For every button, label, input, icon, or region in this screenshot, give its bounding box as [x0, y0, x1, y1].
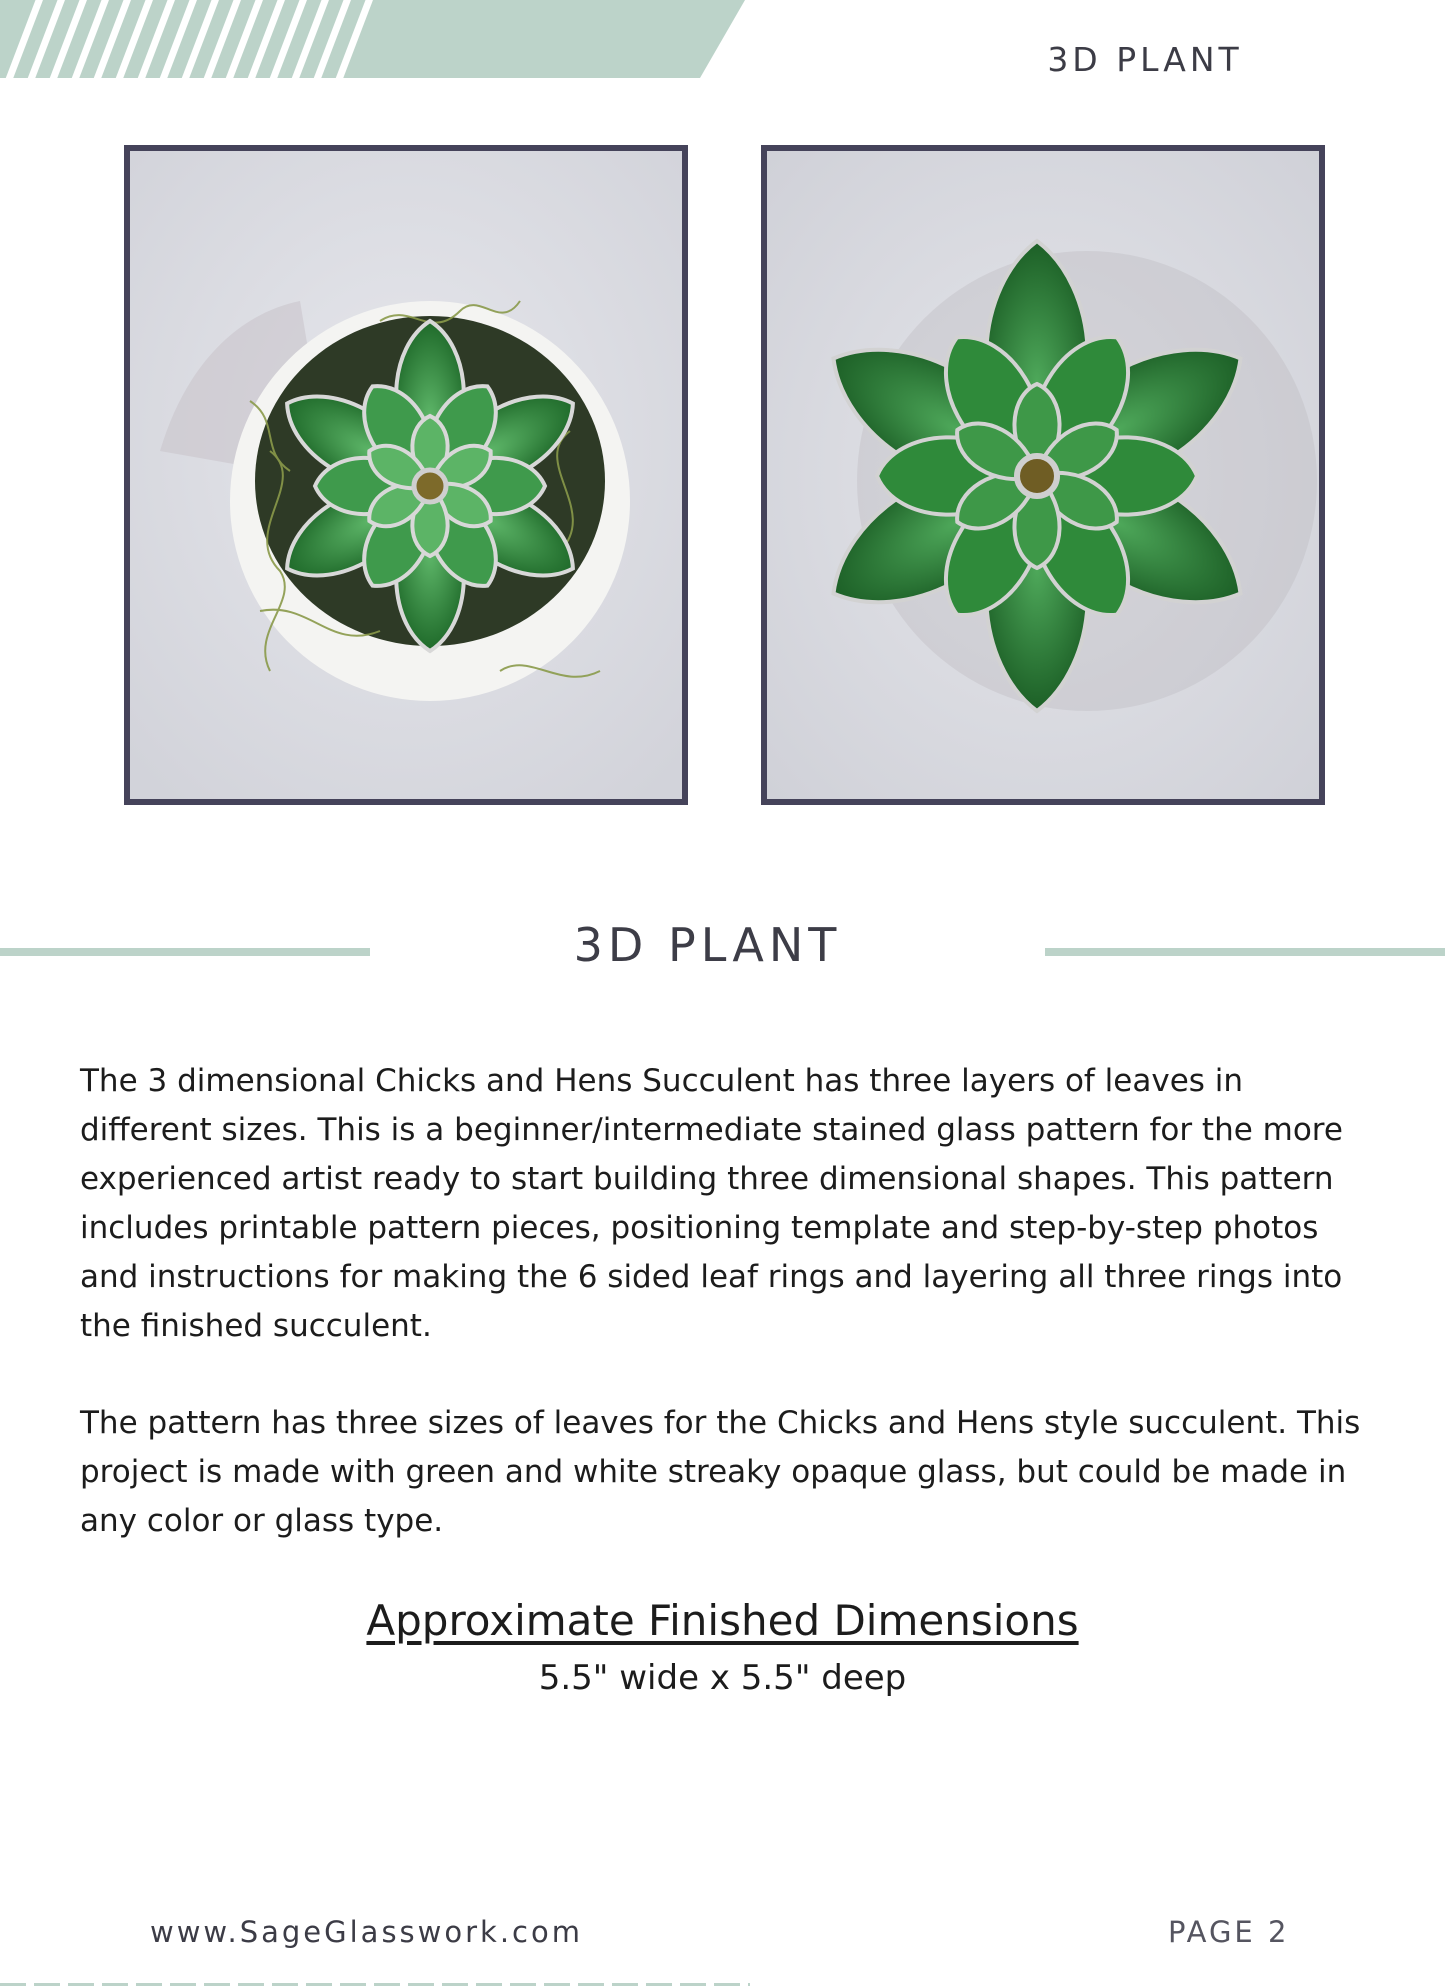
description-paragraph-2: The pattern has three sizes of leaves for the Chicks and Hens style succulent. This project is made with green and white streaky opaque glass, but could be made in any color or glass type. [80, 1405, 1361, 1539]
dimensions-heading: Approximate Finished Dimensions [366, 1596, 1079, 1645]
succulent-cup-image [130, 151, 682, 799]
succulent-photo-cup [124, 145, 688, 805]
section-rule-left [0, 948, 370, 956]
footer-page-number: PAGE 2 [1168, 1915, 1290, 1949]
corner-stripe-banner [0, 0, 750, 80]
section-rule-right [1045, 948, 1445, 956]
header-label: 3D PLANT [1047, 40, 1243, 79]
description-paragraph-1: The 3 dimensional Chicks and Hens Succulent has three layers of leaves in different sizes. This is a beginner/intermediate stained glass pattern for the more experienced artist ready to start building three dimensional shapes. This pattern includes printable pattern pieces, positioning template and step-by-step photos and instructions for making the 6 sided leaf rings and layering all three rings into the finished succulent. [80, 1063, 1343, 1344]
footer-website-link[interactable]: www.SageGlasswork.com [150, 1915, 583, 1949]
succulent-photo-top [761, 145, 1325, 805]
succulent-top-image [767, 151, 1319, 799]
bottom-dashed-divider [0, 1983, 750, 1986]
dimensions-value: 5.5" wide x 5.5" deep [538, 1658, 907, 1698]
section-title: 3D PLANT [573, 918, 842, 972]
